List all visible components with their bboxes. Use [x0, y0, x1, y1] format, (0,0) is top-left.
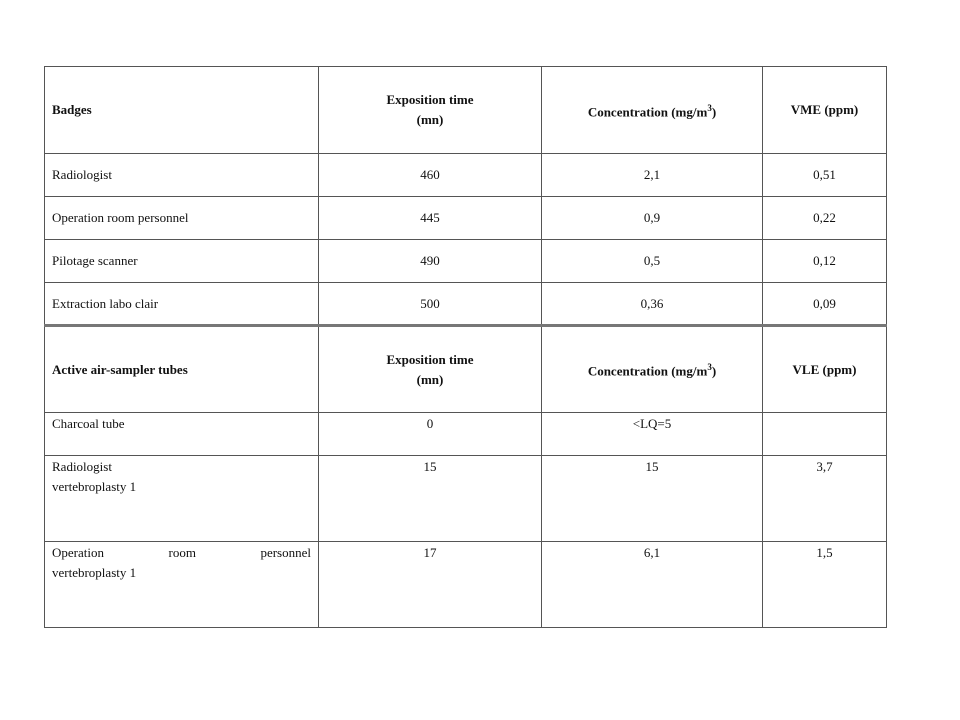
row-name [45, 542, 319, 628]
row-concentration: <LQ=5 [542, 413, 763, 456]
row-value [763, 413, 887, 456]
samplers-header-label: Active air-sampler tubes [45, 326, 319, 413]
row-concentration: 2,1 [542, 154, 763, 197]
badges-header-label: Badges [45, 67, 319, 154]
table-row [45, 240, 887, 283]
table-row [45, 413, 887, 456]
row-name-word: personnel [260, 545, 311, 560]
badges-header-concentration [542, 67, 763, 154]
samplers-header-vle: VLE (ppm) [763, 326, 887, 413]
row-value: 0,51 [763, 154, 887, 197]
concentration-label: Concentration (mg/m [587, 104, 708, 120]
row-name-line2: vertebroplasty 1 [52, 479, 137, 494]
row-value: 0,12 [763, 240, 887, 283]
row-value: 3,7 [763, 456, 887, 542]
concentration-superscript: 3 [707, 102, 712, 113]
row-concentration: 0,5 [542, 240, 763, 283]
row-value: 1,5 [763, 542, 887, 628]
samplers-header-exposition-time [319, 326, 542, 413]
exposure-table [44, 66, 887, 628]
row-name [45, 456, 319, 542]
row-name-line1 [52, 543, 311, 563]
row-time: 17 [319, 542, 542, 628]
table-row [45, 154, 887, 197]
table-row [45, 197, 887, 240]
row-name: Charcoal tube [45, 413, 319, 456]
row-time: 15 [319, 456, 542, 542]
row-name-word: room [168, 545, 196, 560]
row-time: 500 [319, 283, 542, 326]
table-row [45, 283, 887, 326]
row-name: Extraction labo clair [45, 283, 319, 326]
row-name-line1: Radiologist [52, 459, 112, 474]
row-time: 0 [319, 413, 542, 456]
row-name-line2: vertebroplasty 1 [52, 565, 137, 580]
badges-header-vme: VME (ppm) [763, 67, 887, 154]
row-time: 445 [319, 197, 542, 240]
concentration-superscript: 3 [707, 362, 712, 373]
row-concentration: 6,1 [542, 542, 763, 628]
table-row [45, 542, 887, 628]
exposition-time-line2: (mn) [416, 371, 444, 387]
exposition-time-line2: (mn) [416, 112, 444, 127]
badges-header-exposition-time [319, 67, 542, 154]
exposition-time-line1: Exposition time [386, 92, 474, 107]
row-name: Radiologist [45, 154, 319, 197]
row-concentration: 15 [542, 456, 763, 542]
row-time: 460 [319, 154, 542, 197]
concentration-label: Concentration (mg/m [587, 363, 708, 379]
row-name: Operation room personnel [45, 197, 319, 240]
row-name: Pilotage scanner [45, 240, 319, 283]
exposition-time-line1: Exposition time [386, 351, 474, 367]
concentration-close: ) [711, 104, 717, 120]
samplers-header-row [45, 326, 887, 413]
concentration-close: ) [711, 363, 717, 379]
row-concentration: 0,36 [542, 283, 763, 326]
samplers-header-concentration [542, 326, 763, 413]
row-name-word: Operation [52, 545, 104, 560]
badges-header-row [45, 67, 887, 154]
row-value: 0,22 [763, 197, 887, 240]
row-time: 490 [319, 240, 542, 283]
row-concentration: 0,9 [542, 197, 763, 240]
table-row [45, 456, 887, 542]
row-value: 0,09 [763, 283, 887, 326]
